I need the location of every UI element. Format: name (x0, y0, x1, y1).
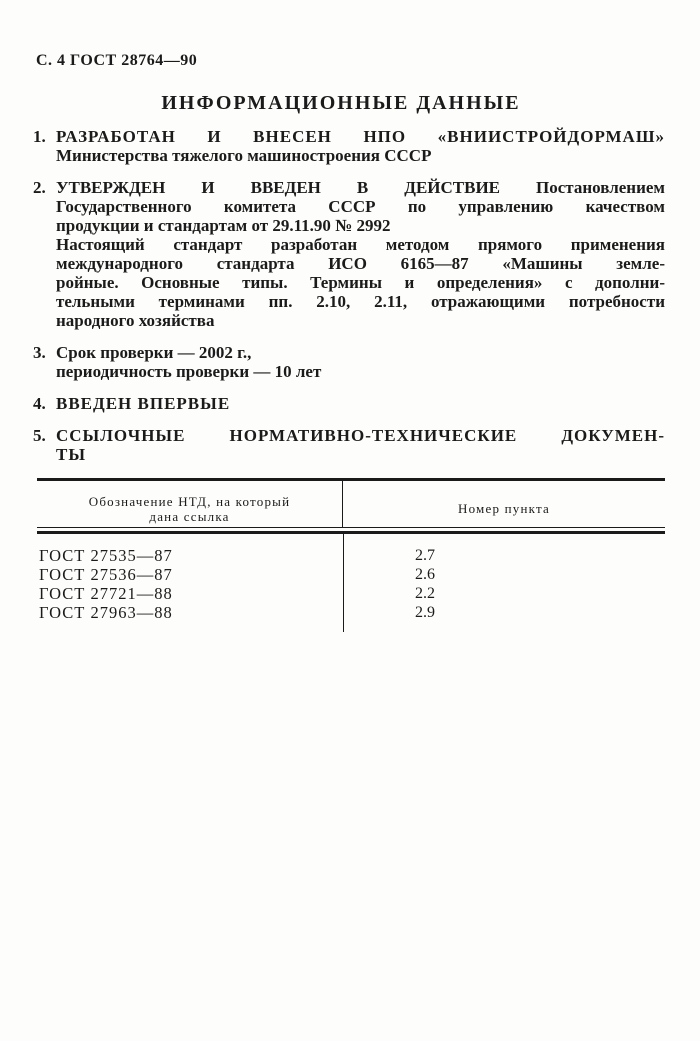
table-row (37, 584, 665, 603)
item-1-line: РАЗРАБОТАН И ВНЕСЕН НПО «ВНИИСТРОЙДОРМАШ» (56, 127, 665, 146)
column-divider-line (343, 534, 344, 632)
list-item-2 (33, 178, 665, 330)
item-5-line: ТЫ (56, 445, 87, 464)
item-3-line: периодичность проверки — 10 лет (56, 362, 322, 381)
item-2-note-line: народного хозяйства (56, 311, 215, 330)
document-body (33, 127, 665, 464)
reference-table-body (37, 534, 665, 652)
table-row (37, 546, 665, 565)
item-1-line: Министерства тяжелого машиностроения СССР (56, 146, 432, 165)
item-5-line: ССЫЛОЧНЫЕ НОРМАТИВНО-ТЕХНИЧЕСКИЕ ДОКУМЕН- (56, 426, 665, 445)
cell-punkt: 2.6 (415, 566, 435, 583)
cell-ntd: ГОСТ 27536—87 (39, 565, 173, 584)
item-3-number: 3. (33, 343, 46, 362)
cell-punkt: 2.7 (415, 547, 435, 564)
table-row (37, 603, 665, 622)
item-3-line: Срок проверки — 2002 г., (56, 343, 252, 362)
document-title: ИНФОРМАЦИОННЫЕ ДАННЫЕ (161, 92, 521, 114)
column-header-ntd-line: Обозначение НТД, на который (88, 494, 291, 509)
item-1-body (56, 127, 665, 165)
cell-ntd: ГОСТ 27535—87 (39, 546, 173, 565)
item-5-body (56, 426, 665, 464)
item-2-note-line: Настоящий стандарт разработан методом прямого применения (56, 235, 665, 254)
item-2-number: 2. (33, 178, 46, 197)
item-2-body (56, 178, 665, 330)
cell-ntd: ГОСТ 27721—88 (39, 584, 173, 603)
item-2-line: УТВЕРЖДЕН И ВВЕДЕН В ДЕЙСТВИЕ Постановлением (56, 178, 665, 197)
cell-punkt: 2.9 (415, 604, 435, 621)
item-4-line: ВВЕДЕН ВПЕРВЫЕ (56, 394, 231, 413)
cell-ntd: ГОСТ 27963—88 (39, 603, 173, 622)
item-5-number: 5. (33, 426, 46, 445)
item-3-body (56, 343, 665, 381)
column-header-ntd (37, 481, 343, 527)
list-item-5 (33, 426, 665, 464)
item-2-line: Государственного комитета СССР по управлению качеством (56, 197, 665, 216)
item-2-line: продукции и стандартам от 29.11.90 № 2992 (56, 216, 391, 235)
table-row (37, 565, 665, 584)
reference-table (37, 478, 665, 652)
list-item-3 (33, 343, 665, 381)
list-item-1 (33, 127, 665, 165)
item-1-number: 1. (33, 127, 46, 146)
column-header-ntd-line: дана ссылка (149, 509, 230, 524)
item-2-note-line: ройные. Основные типы. Термины и определения» с дополни- (56, 273, 665, 292)
cell-punkt: 2.2 (415, 585, 435, 602)
column-header-punkt: Номер пункта (458, 501, 550, 516)
item-2-note-line: тельными терминами пп. 2.10, 2.11, отражающими потребности (56, 292, 665, 311)
item-4-body (56, 394, 665, 413)
item-4-number: 4. (33, 394, 46, 413)
header-separator-double-rule (37, 527, 665, 534)
reference-table-header (37, 481, 665, 527)
list-item-4 (33, 394, 665, 413)
page-number-standard-label: С. 4 ГОСТ 28764—90 (36, 52, 198, 69)
item-2-note-line: международного стандарта ИСО 6165—87 «Машины земле- (56, 254, 665, 273)
